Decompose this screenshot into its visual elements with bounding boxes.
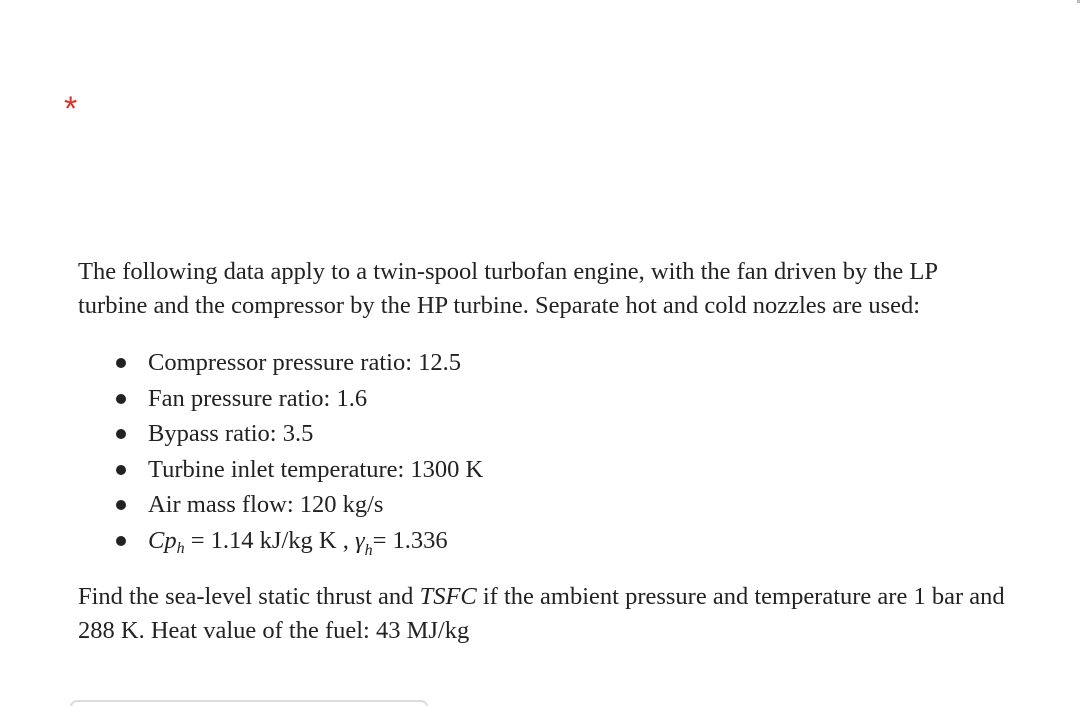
cp-symbol: Cp xyxy=(148,526,177,554)
tsfc-term: TSFC xyxy=(419,583,477,610)
list-item-text: Bypass ratio: 3.5 xyxy=(148,420,314,447)
bullet-icon xyxy=(116,536,126,546)
question-closing xyxy=(78,580,1008,648)
gamma-subscript: h xyxy=(364,541,373,559)
question-body xyxy=(78,255,1008,648)
list-item xyxy=(110,452,1008,488)
gamma-value: = 1.336 xyxy=(372,526,448,554)
required-indicator: * xyxy=(64,90,78,128)
list-item-text: Air mass flow: 120 kg/s xyxy=(148,491,384,518)
cp-value: = 1.14 kJ/kg K , xyxy=(184,526,355,554)
cp-subscript: h xyxy=(176,539,185,557)
list-item xyxy=(110,416,1008,452)
closing-before: Find the sea-level static thrust and xyxy=(78,583,420,610)
bullet-icon xyxy=(116,465,126,475)
bullet-icon xyxy=(116,394,126,404)
engine-data-list xyxy=(78,345,1008,568)
bullet-icon xyxy=(116,429,126,439)
list-item-text: Compressor pressure ratio: 12.5 xyxy=(148,349,461,376)
list-item-text: Turbine inlet temperature: 1300 K xyxy=(148,455,484,483)
bullet-icon xyxy=(116,358,126,368)
list-item xyxy=(110,487,1008,523)
list-item-specific-heat xyxy=(110,523,1008,569)
bullet-icon xyxy=(116,500,126,510)
list-item xyxy=(110,381,1008,417)
list-item-text: Fan pressure ratio: 1.6 xyxy=(148,384,368,412)
gamma-symbol: γ xyxy=(354,526,365,554)
closing-after: if the ambient pressure and temperature are 1 bar and 288 K. Heat value of the fuel: 43 MJ/kg xyxy=(78,583,1005,644)
question-intro: The following data apply to a twin-spool turbofan engine, with the fan driven by the LP turbine and the compressor by the HP turbine. Separate hot and cold nozzles are used: xyxy=(78,258,938,319)
list-item xyxy=(110,345,1008,381)
answer-field[interactable] xyxy=(70,700,428,706)
